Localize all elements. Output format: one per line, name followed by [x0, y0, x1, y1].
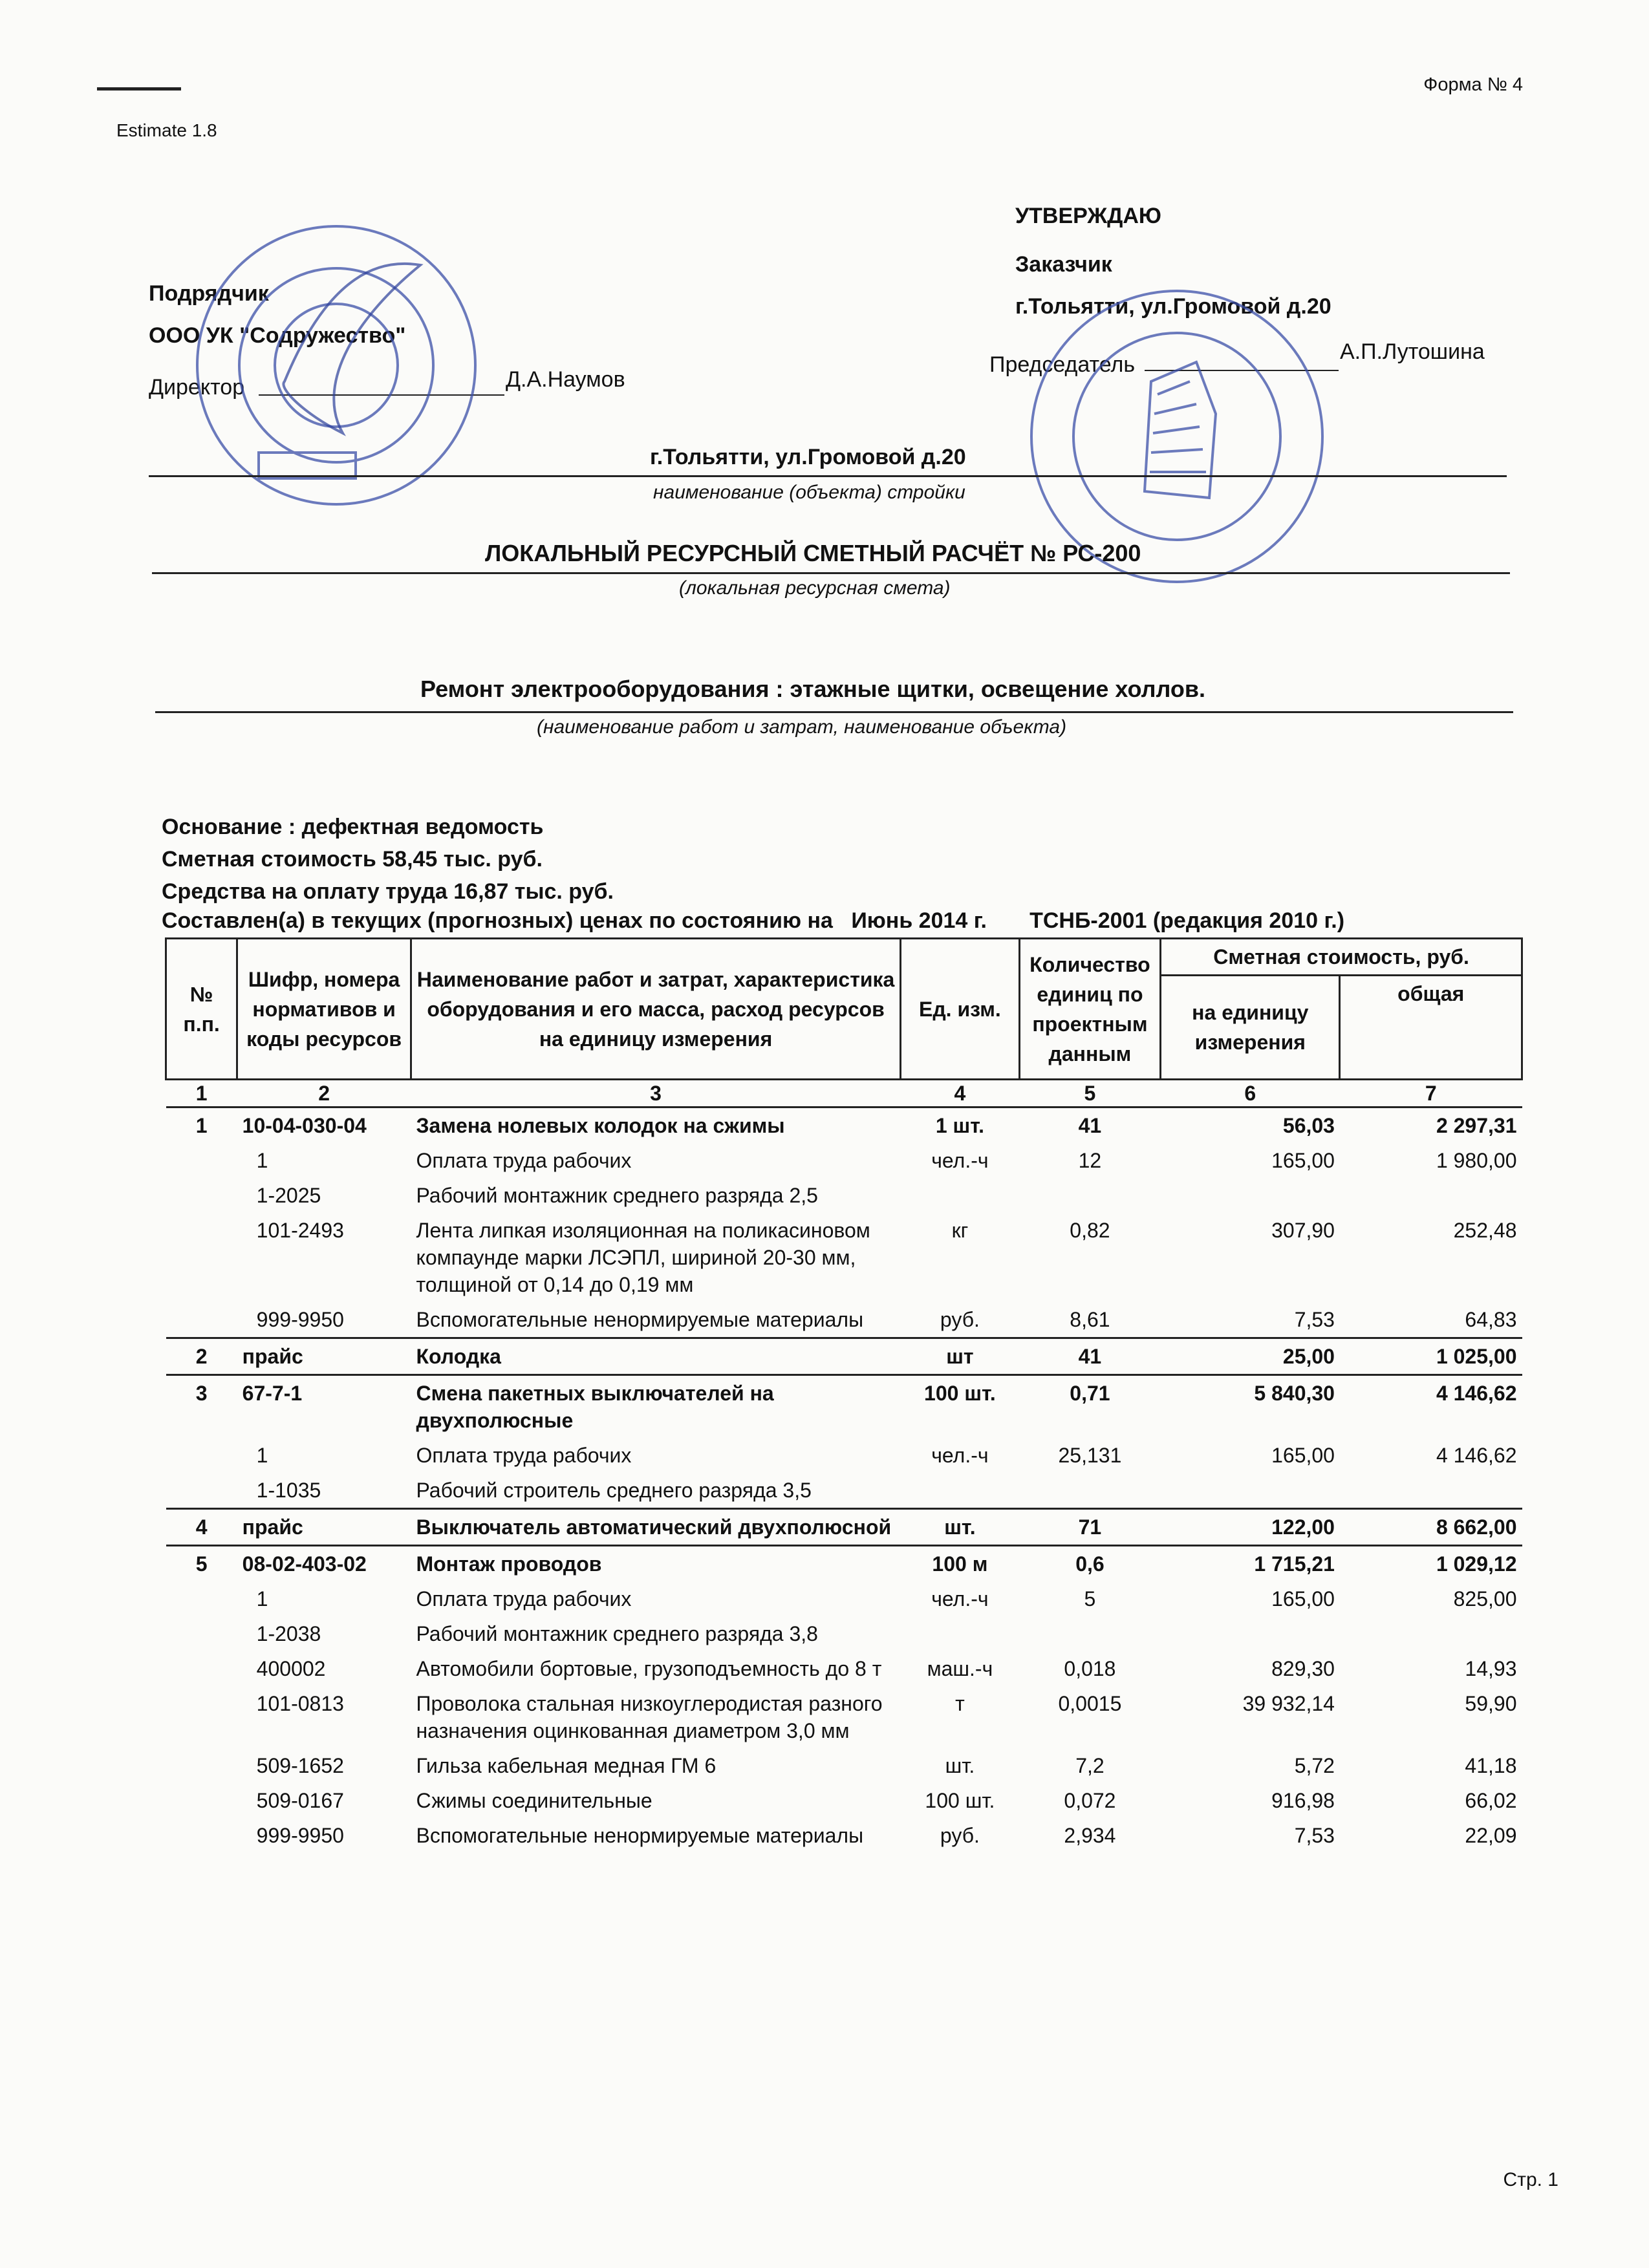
prices-date: Июнь 2014 г. — [851, 908, 987, 933]
contractor-name: Д.А.Наумов — [506, 367, 625, 392]
item-name: Лента липкая изоляционная на поликасиновом компаунде марки ЛСЭПЛ, шириной 20-30 мм, толщиной от 0,14 до 0,19 мм — [416, 1219, 870, 1296]
total-cost: 825,00 — [1453, 1587, 1517, 1610]
resource-code: 1-1035 — [237, 1473, 411, 1509]
header-per-unit: на единицу измерения — [1161, 976, 1340, 1080]
header-unit: Ед. изм. — [901, 939, 1020, 1080]
estimate-item-row — [166, 1509, 1522, 1546]
col-number: 5 — [1019, 1080, 1160, 1107]
total-cost: 59,90 — [1465, 1692, 1517, 1715]
quantity: 25,131 — [1058, 1444, 1122, 1467]
unit-price: 7,53 — [1161, 1302, 1340, 1338]
work-caption: (наименование работ и затрат, наименование объекта) — [537, 716, 1067, 738]
item-name: Проволока стальная низкоуглеродистая разного назначения оцинкованная диаметром 3,0 мм — [416, 1692, 883, 1742]
document-caption: (локальная ресурсная смета) — [679, 577, 951, 599]
title-line — [152, 572, 1510, 574]
col-number: 6 — [1161, 1080, 1340, 1107]
unit-price: 5 840,30 — [1254, 1382, 1335, 1405]
row-number — [166, 1651, 237, 1686]
item-name: Смена пакетных выключателей на двухполюсные — [416, 1382, 774, 1432]
quantity: 0,71 — [1070, 1382, 1110, 1405]
total-cost — [1340, 1616, 1522, 1651]
quantity — [1019, 1178, 1160, 1213]
row-number: 4 — [166, 1509, 237, 1546]
item-name: Выключатель автоматический двухполюсной — [411, 1509, 901, 1546]
total-cost: 64,83 — [1340, 1302, 1522, 1338]
item-name: Рабочий монтажник среднего разряда 3,8 — [416, 1622, 818, 1645]
unit: руб. — [940, 1824, 980, 1847]
quantity: 8,61 — [1019, 1302, 1160, 1338]
item-name: Гильза кабельная медная ГМ 6 — [416, 1754, 717, 1777]
column-number-row — [166, 1080, 1522, 1107]
col-number: 2 — [237, 1080, 411, 1107]
unit-price: 916,98 — [1271, 1789, 1335, 1812]
total-cost: 4 146,62 — [1436, 1382, 1517, 1405]
labor-cost: Средства на оплату труда 16,87 тыс. руб. — [162, 879, 614, 904]
object-line — [149, 475, 1507, 477]
unit: шт — [901, 1338, 1020, 1375]
item-name: Колодка — [411, 1338, 901, 1375]
unit-price: 829,30 — [1271, 1657, 1335, 1680]
quantity: 0,0015 — [1058, 1692, 1122, 1715]
unit: 100 шт. — [925, 1789, 995, 1812]
item-name: Рабочий монтажник среднего разряда 2,5 — [416, 1184, 818, 1207]
contractor-title: Подрядчик — [149, 281, 269, 306]
resource-row — [166, 1473, 1522, 1509]
quantity: 0,072 — [1064, 1789, 1116, 1812]
col-number: 1 — [166, 1080, 237, 1107]
object-caption: наименование (объекта) стройки — [653, 482, 965, 503]
pen-mark — [97, 87, 181, 91]
unit: маш.-ч — [927, 1657, 993, 1680]
resource-code: 08-02-403-02 — [242, 1552, 367, 1576]
work-line — [155, 711, 1513, 713]
row-number — [166, 1686, 237, 1748]
unit: шт. — [945, 1754, 975, 1777]
resource-code: 999-9950 — [256, 1824, 344, 1847]
quantity: 41 — [1019, 1338, 1160, 1375]
resource-row — [166, 1686, 1522, 1748]
resource-row — [166, 1438, 1522, 1473]
row-number — [166, 1783, 237, 1818]
resource-code: 67-7-1 — [242, 1382, 303, 1405]
prices-basis — [162, 908, 1344, 934]
row-number — [166, 1616, 237, 1651]
resource-code: прайс — [237, 1509, 411, 1546]
document-title: ЛОКАЛЬНЫЙ РЕСУРСНЫЙ СМЕТНЫЙ РАСЧЁТ № РС-200 — [485, 540, 1141, 566]
page-number: Стр. 1 — [1503, 2169, 1558, 2190]
col-number: 4 — [901, 1080, 1020, 1107]
total-cost: 2 297,31 — [1436, 1114, 1517, 1137]
unit-price: 7,53 — [1294, 1824, 1335, 1847]
resource-code: 1 — [256, 1444, 268, 1467]
program-name: Estimate 1.8 — [116, 120, 217, 140]
resource-row — [166, 1651, 1522, 1686]
total-cost: 1 029,12 — [1436, 1552, 1517, 1576]
row-number — [166, 1302, 237, 1338]
total-cost: 14,93 — [1465, 1657, 1517, 1680]
form-label: Форма № 4 — [1423, 74, 1523, 95]
unit-price — [1161, 1473, 1340, 1509]
resource-row — [166, 1616, 1522, 1651]
unit-price — [1161, 1616, 1340, 1651]
contractor-role: Директор — [149, 375, 245, 400]
quantity — [1019, 1616, 1160, 1651]
item-name: Монтаж проводов — [416, 1552, 602, 1576]
resource-row — [166, 1302, 1522, 1338]
unit: кг — [951, 1219, 969, 1242]
total-cost: 41,18 — [1465, 1754, 1517, 1777]
quantity: 0,6 — [1075, 1552, 1105, 1576]
total-cost: 1 980,00 — [1436, 1149, 1517, 1172]
basis-text: Основание : дефектная ведомость — [162, 815, 544, 839]
item-name: Оплата труда рабочих — [416, 1444, 632, 1467]
row-number — [166, 1178, 237, 1213]
estimate-table — [165, 937, 1523, 1853]
unit-price — [1161, 1178, 1340, 1213]
row-number — [166, 1581, 237, 1616]
approval-role: Председатель — [989, 352, 1136, 377]
resource-code: прайс — [237, 1338, 411, 1375]
unit-price: 122,00 — [1161, 1509, 1340, 1546]
header-name: Наименование работ и затрат, характеристика оборудования и его масса, расход ресурсов на единицу измерения — [411, 939, 901, 1080]
total-cost: 4 146,62 — [1436, 1444, 1517, 1467]
unit-price: 307,90 — [1271, 1219, 1335, 1242]
unit: 1 шт. — [935, 1114, 984, 1137]
row-number — [166, 1213, 237, 1302]
resource-code: 10-04-030-04 — [242, 1114, 367, 1137]
resource-code: 1-2038 — [256, 1622, 321, 1645]
row-number — [166, 1818, 237, 1853]
total-cost: 22,09 — [1465, 1824, 1517, 1847]
total-cost: 252,48 — [1453, 1219, 1517, 1242]
resource-row — [166, 1178, 1522, 1213]
row-number: 5 — [195, 1552, 208, 1576]
estimate-item-row — [166, 1375, 1522, 1439]
quantity: 5 — [1084, 1587, 1096, 1610]
estimated-cost: Сметная стоимость 58,45 тыс. руб. — [162, 847, 543, 872]
header-qty: Количество единиц по проектным данным — [1019, 939, 1160, 1080]
col-number: 3 — [411, 1080, 901, 1107]
unit-price: 165,00 — [1271, 1444, 1335, 1467]
header-total: общая — [1340, 976, 1522, 1080]
unit-price: 39 932,14 — [1242, 1692, 1335, 1715]
contractor-org: ООО УК "Содружество" — [149, 323, 406, 348]
row-number — [166, 1438, 237, 1473]
item-name: Оплата труда рабочих — [416, 1149, 632, 1172]
resource-row — [166, 1818, 1522, 1853]
resource-row — [166, 1783, 1522, 1818]
header-cost-group: Сметная стоимость, руб. — [1161, 939, 1522, 976]
unit: чел.-ч — [931, 1587, 989, 1610]
total-cost — [1340, 1473, 1522, 1509]
quantity: 12 — [1078, 1149, 1102, 1172]
quantity: 71 — [1019, 1509, 1160, 1546]
quantity: 2,934 — [1064, 1824, 1116, 1847]
unit: 100 м — [932, 1552, 988, 1576]
row-number: 2 — [166, 1338, 237, 1375]
item-name: Оплата труда рабочих — [416, 1587, 632, 1610]
unit: руб. — [901, 1302, 1020, 1338]
total-cost — [1340, 1178, 1522, 1213]
item-name: Автомобили бортовые, грузоподъемность до 8 т — [416, 1657, 882, 1680]
resource-code: 999-9950 — [237, 1302, 411, 1338]
item-name: Рабочий строитель среднего разряда 3,5 — [411, 1473, 901, 1509]
resource-code: 509-0167 — [256, 1789, 344, 1812]
resource-code: 509-1652 — [256, 1754, 344, 1777]
resource-code: 1-2025 — [256, 1184, 321, 1207]
resource-row — [166, 1143, 1522, 1178]
approval-client: Заказчик — [1015, 252, 1112, 277]
row-number — [166, 1473, 237, 1509]
unit-price: 165,00 — [1271, 1587, 1335, 1610]
row-number: 3 — [195, 1382, 208, 1405]
row-number — [166, 1748, 237, 1783]
resource-code: 101-0813 — [256, 1692, 344, 1715]
unit: чел.-ч — [931, 1149, 989, 1172]
row-number: 1 — [195, 1114, 208, 1137]
unit: чел.-ч — [931, 1444, 989, 1467]
unit: 100 шт. — [924, 1382, 996, 1405]
item-name: Вспомогательные ненормируемые материалы — [416, 1824, 864, 1847]
total-cost: 1 025,00 — [1340, 1338, 1522, 1375]
quantity — [1019, 1473, 1160, 1509]
item-name: Сжимы соединительные — [416, 1789, 652, 1812]
resource-code: 1 — [256, 1149, 268, 1172]
unit: т — [955, 1692, 965, 1715]
header-code: Шифр, номера нормативов и коды ресурсов — [237, 939, 411, 1080]
approval-title: УТВЕРЖДАЮ — [1015, 204, 1161, 228]
resource-code: 1 — [256, 1587, 268, 1610]
unit: шт. — [901, 1509, 1020, 1546]
item-name: Вспомогательные ненормируемые материалы — [411, 1302, 901, 1338]
unit — [901, 1473, 1020, 1509]
quantity: 0,018 — [1064, 1657, 1116, 1680]
resource-code: 400002 — [256, 1657, 326, 1680]
resource-row — [166, 1581, 1522, 1616]
prices-prefix: Составлен(а) в текущих (прогнозных) ценах по состоянию на — [162, 908, 833, 933]
header-no: № п.п. — [166, 939, 237, 1080]
quantity: 7,2 — [1075, 1754, 1105, 1777]
estimate-item-row — [166, 1546, 1522, 1582]
quantity: 41 — [1078, 1114, 1102, 1137]
unit-price: 165,00 — [1271, 1149, 1335, 1172]
resource-row — [166, 1213, 1522, 1302]
approval-name: А.П.Лутошина — [1340, 339, 1485, 364]
object-name: г.Тольятти, ул.Громовой д.20 — [650, 445, 966, 469]
estimate-item-row — [166, 1338, 1522, 1375]
estimate-table-body — [166, 1080, 1522, 1854]
prices-norm: ТСНБ-2001 (редакция 2010 г.) — [1029, 908, 1345, 933]
work-name: Ремонт электрооборудования : этажные щитки, освещение холлов. — [420, 676, 1205, 702]
unit-price: 25,00 — [1161, 1338, 1340, 1375]
quantity: 0,82 — [1070, 1219, 1110, 1242]
total-cost: 66,02 — [1465, 1789, 1517, 1812]
approval-address: г.Тольятти, ул.Громовой д.20 — [1015, 294, 1331, 319]
resource-row — [166, 1748, 1522, 1783]
unit-price: 1 715,21 — [1254, 1552, 1335, 1576]
resource-code: 101-2493 — [256, 1219, 344, 1242]
col-number: 7 — [1340, 1080, 1522, 1107]
row-number — [166, 1143, 237, 1178]
unit — [901, 1616, 1020, 1651]
unit-price: 56,03 — [1282, 1114, 1335, 1137]
unit — [901, 1178, 1020, 1213]
item-name: Замена нолевых колодок на сжимы — [416, 1114, 785, 1137]
contractor-stamp — [188, 220, 485, 511]
unit-price: 5,72 — [1294, 1754, 1335, 1777]
estimate-item-row — [166, 1107, 1522, 1144]
total-cost: 8 662,00 — [1340, 1509, 1522, 1546]
